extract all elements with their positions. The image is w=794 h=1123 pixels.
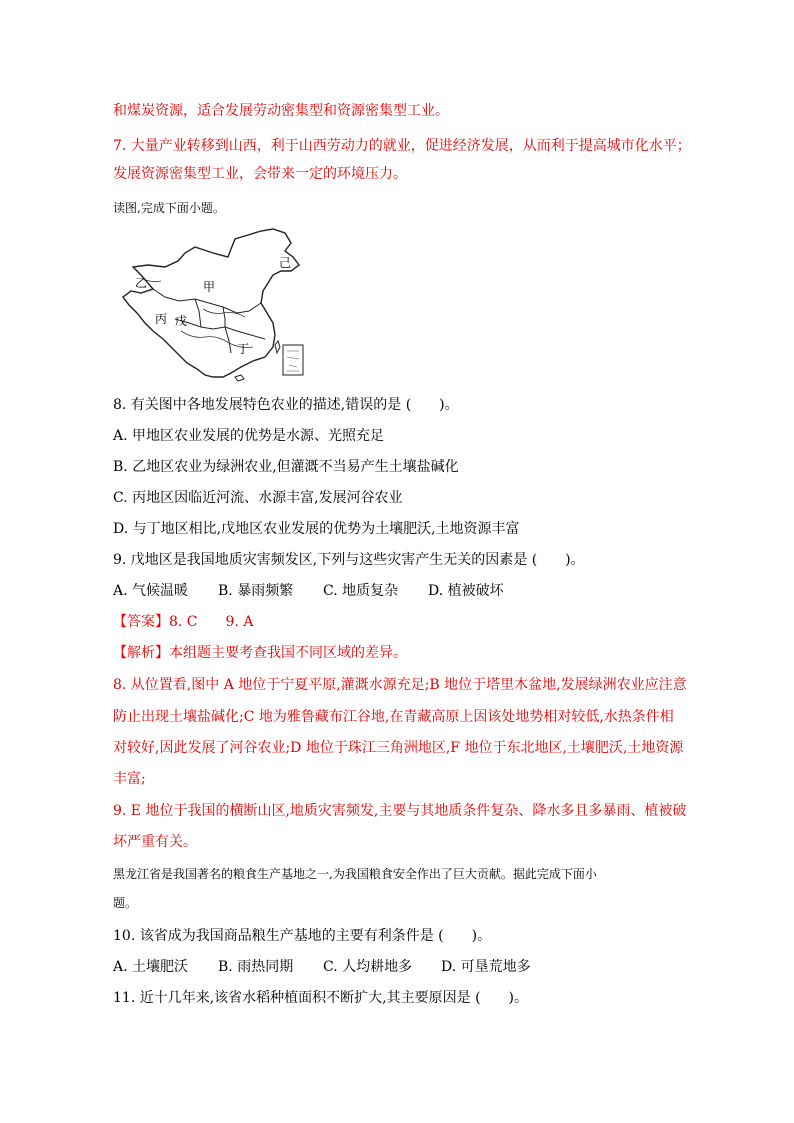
map-label-bing: 丙 bbox=[155, 312, 168, 326]
explanation-9-line1: 9. E 地位于我国的横断山区,地质灾害频发,主要与其地质条件复杂、降水多且多暴雨、植被破 bbox=[113, 803, 687, 819]
map-label-jia: 甲 bbox=[203, 280, 216, 294]
taiwan-island bbox=[275, 341, 280, 353]
answer-line bbox=[113, 613, 253, 631]
q10-option-c: C. 人均耕地多 bbox=[323, 959, 413, 975]
explanation-8-line2: 防止出现土壤盐碱化;C 地为雅鲁藏布江谷地,在青藏高原上因该处地势相对较低,水热条件相 bbox=[113, 709, 674, 725]
map-label-yi: 乙 bbox=[135, 276, 148, 290]
hainan-island bbox=[235, 375, 244, 381]
q8-option-a: A. 甲地区农业发展的优势是水源、光照充足 bbox=[113, 428, 385, 444]
province-line-2 bbox=[175, 319, 265, 339]
q8-option-c: C. 丙地区因临近河流、水源丰富,发展河谷农业 bbox=[113, 490, 403, 506]
south-china-sea-inset bbox=[283, 345, 303, 375]
q10-option-a: A. 土壤肥沃 bbox=[113, 959, 189, 975]
q9-option-c: C. 地质复杂 bbox=[323, 583, 399, 599]
q7-explanation-line1: 7. 大量产业转移到山西，利于山西劳动力的就业，促进经济发展，从而利于提高城市化水平； bbox=[113, 138, 691, 154]
intro-heilongjiang-line1: 黑龙江省是我国著名的粮食生产基地之一,为我国粮食安全作出了巨大贡献。据此完成下面小 bbox=[113, 867, 597, 881]
map-label-ji: 己 bbox=[279, 256, 292, 270]
q8-option-b: B. 乙地区农业为绿洲农业,但灌溉不当易产生土壤盐碱化 bbox=[113, 459, 459, 475]
answer-tag: 【答案】 bbox=[113, 614, 169, 630]
q9-stem: 9. 戊地区是我国地质灾害频发区,下列与这些灾害产生无关的因素是 ( )。 bbox=[113, 552, 585, 568]
q8-stem: 8. 有关图中各地发展特色农业的描述,错误的是 ( )。 bbox=[113, 397, 459, 413]
explanation-8-line4: 丰富; bbox=[113, 771, 146, 787]
q10-option-b: B. 雨热同期 bbox=[218, 959, 294, 975]
q9-options bbox=[113, 582, 504, 600]
analysis-text: 本组题主要考查我国不同区域的差异。 bbox=[169, 645, 407, 661]
province-line-4 bbox=[223, 307, 231, 353]
q10-option-d: D. 可垦荒地多 bbox=[441, 959, 531, 975]
q9-option-b: B. 暴雨频繁 bbox=[218, 583, 294, 599]
china-outline bbox=[123, 229, 299, 377]
intro-heilongjiang-line2: 题。 bbox=[113, 896, 138, 910]
province-line-3 bbox=[195, 299, 201, 327]
q11-stem: 11. 近十几年来,该省水稻种植面积不断扩大,其主要原因是 ( )。 bbox=[113, 990, 528, 1006]
q7-explanation-line2: 发展资源密集型工业，会带来一定的环境压力。 bbox=[113, 166, 407, 182]
map-label-wu: 戊 bbox=[175, 314, 188, 328]
analysis-tag: 【解析】 bbox=[113, 645, 169, 661]
explanation-8-line3: 对较好,因此发展了河谷农业;D 地位于珠江三角洲地区,F 地位于东北地区,土壤肥沃,土地资源 bbox=[113, 740, 684, 756]
answer-text: 8. C 9. A bbox=[169, 614, 254, 630]
q9-option-d: D. 植被破坏 bbox=[428, 583, 504, 599]
analysis-line bbox=[113, 644, 407, 662]
explanation-9-line2: 坏严重有关。 bbox=[113, 834, 197, 850]
continuation-text: 和煤炭资源，适合发展劳动密集型和资源密集型工业。 bbox=[113, 103, 449, 119]
q10-stem: 10. 该省成为我国商品粮生产基地的主要有利条件是 ( )。 bbox=[113, 928, 492, 944]
map-intro: 读图,完成下面小题。 bbox=[113, 201, 225, 215]
map-label-ding: 丁 bbox=[237, 342, 250, 356]
q8-option-d: D. 与丁地区相比,戊地区农业发展的优势为土壤肥沃,土地资源丰富 bbox=[113, 521, 520, 537]
q10-options bbox=[113, 958, 531, 976]
china-map-figure bbox=[113, 227, 313, 382]
explanation-8-line1: 8. 从位置看,图中 A 地位于宁夏平原,灌溉水源充足;B 地位于塔里木盆地,发展绿洲农业应注意 bbox=[113, 677, 687, 693]
q9-option-a: A. 气候温暖 bbox=[113, 583, 189, 599]
